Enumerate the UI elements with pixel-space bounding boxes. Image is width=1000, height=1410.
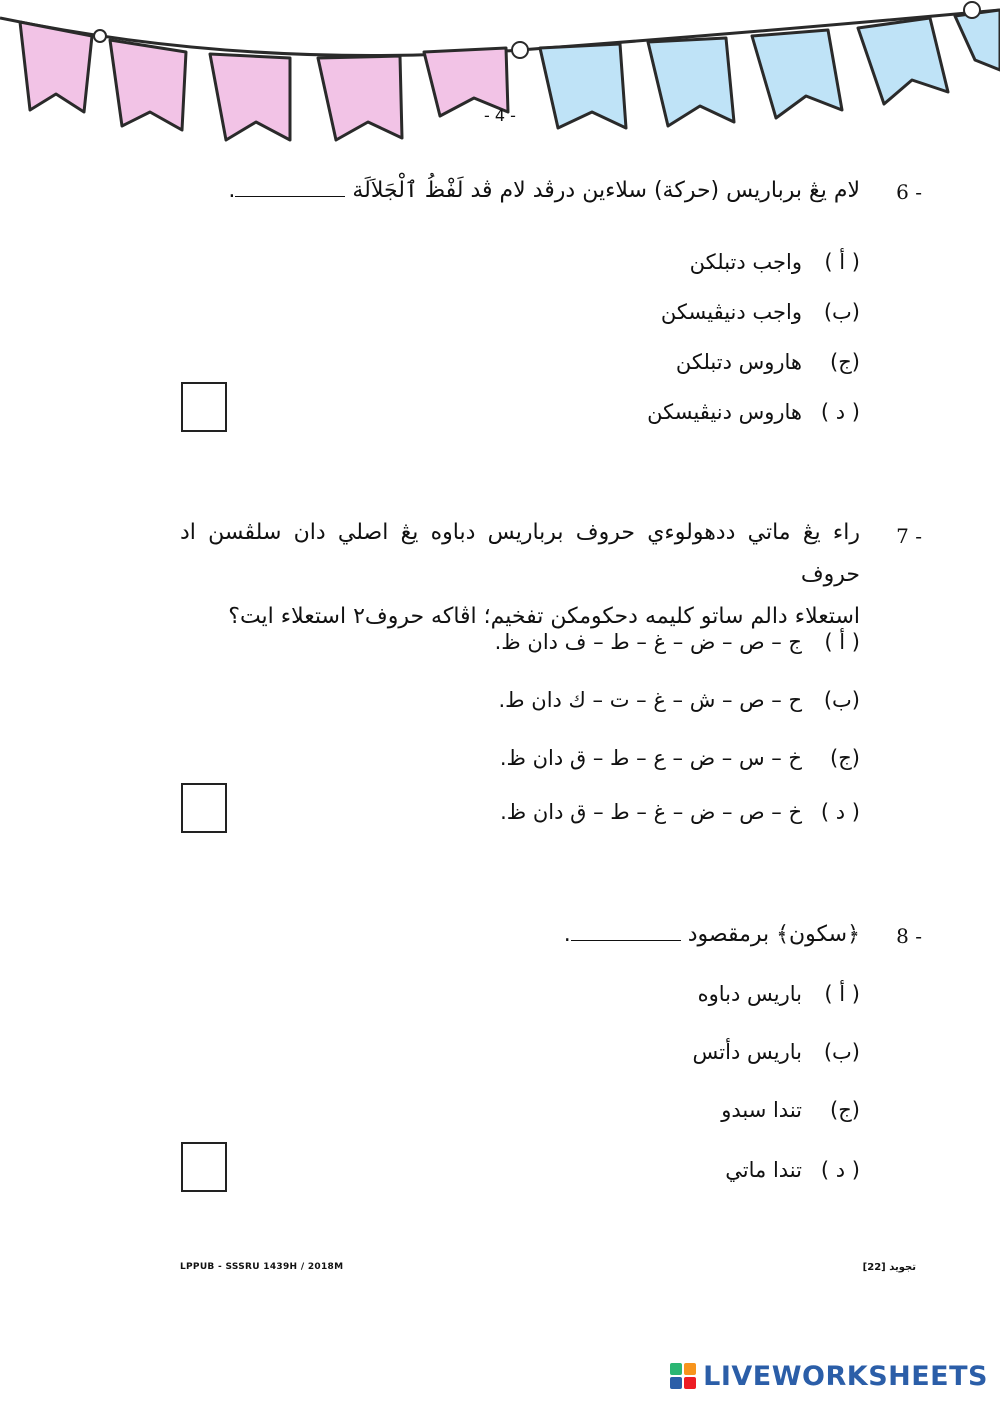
option-label: (ج) xyxy=(830,746,860,770)
option-text: ح – ص – ش – غ – ت – ك دان ط. xyxy=(498,688,802,712)
option-text: ج – ص – ض – غ – ط – ف دان ظ. xyxy=(494,630,802,654)
brand-name: LIVEWORKSHEETS xyxy=(703,1361,988,1392)
question-8-suffix: . xyxy=(563,922,571,947)
option-label: ( د ) xyxy=(820,400,860,424)
bunting-bow xyxy=(964,2,980,18)
option-text: خ – س – ض – ع – ط – ق دان ظ. xyxy=(499,746,802,770)
question-6-suffix: . xyxy=(228,178,236,203)
question-6-blank xyxy=(235,178,345,197)
question-7-text xyxy=(180,512,860,638)
question-8-option-a xyxy=(698,982,860,1006)
question-6-text xyxy=(228,170,860,212)
bunting-flag xyxy=(210,54,290,140)
option-label: (ب) xyxy=(823,300,860,324)
liveworksheets-brand[interactable] xyxy=(669,1361,988,1392)
footer-subject: تجويد [22] xyxy=(862,1262,916,1273)
bunting-bow xyxy=(512,42,528,58)
option-label: (ج) xyxy=(830,350,860,374)
option-text: باريس دأتس xyxy=(692,1040,802,1064)
question-7-option-c xyxy=(500,746,860,770)
question-7-answer-box[interactable] xyxy=(181,783,227,833)
question-6-option-c xyxy=(676,350,860,374)
question-6-option-b xyxy=(661,300,860,324)
question-7-number: 7 - xyxy=(896,524,922,548)
option-label: ( د ) xyxy=(820,1158,860,1182)
option-label: (ج) xyxy=(830,1098,860,1122)
bunting-flag xyxy=(318,56,402,140)
option-text: تندا ماتي xyxy=(725,1158,802,1182)
question-6-number: 6 - xyxy=(896,180,922,204)
question-8-option-d xyxy=(725,1158,860,1182)
footer-exam-code: LPPUB - SSSRU 1439H / 2018M xyxy=(180,1262,344,1272)
question-8-answer-box[interactable] xyxy=(181,1142,227,1192)
question-6-option-d xyxy=(647,400,860,424)
option-label: (ب) xyxy=(823,688,860,712)
option-label: ( أ ) xyxy=(824,630,860,654)
question-7-line-1: راء يڠ ماتي ددهولوءي حروف برباريس دباوه يڠ اصلي دان سلڤسن اد حروف xyxy=(180,520,860,587)
question-8-blank xyxy=(571,922,681,941)
option-text: واجب دتبلكن xyxy=(689,250,802,274)
question-8-stem: ﴿سكون﴾ برمقصود xyxy=(687,922,860,947)
question-8-option-b xyxy=(693,1040,860,1064)
liveworksheets-logo-icon xyxy=(669,1362,699,1392)
option-text: واجب دنيڤيسكن xyxy=(660,300,802,324)
question-8-text xyxy=(564,914,860,956)
question-8-option-c xyxy=(721,1098,860,1122)
bunting-flag xyxy=(858,18,948,104)
page-number: - 4 - xyxy=(484,106,516,125)
bunting-banner xyxy=(0,0,1000,160)
option-label: ( أ ) xyxy=(824,250,860,274)
bunting-flag xyxy=(955,10,1000,70)
option-label: ( أ ) xyxy=(824,982,860,1006)
option-text: خ – ص – ض – غ – ط – ق دان ظ. xyxy=(500,800,802,824)
question-7-line-2: استعلاء دالم ساتو كليمه دحكومكن تفخيم؛ اڤاكه حروف٢ استعلاء ايت؟ xyxy=(228,604,860,629)
bunting-bow xyxy=(94,30,106,42)
option-label: (ب) xyxy=(823,1040,860,1064)
option-label: ( د ) xyxy=(820,800,860,824)
question-7-option-b xyxy=(499,688,861,712)
option-text: هاروس دتبلكن xyxy=(675,350,802,374)
question-8-number: 8 - xyxy=(896,924,922,948)
question-6-answer-box[interactable] xyxy=(181,382,227,432)
bunting-flag xyxy=(20,22,92,112)
question-7-option-d xyxy=(500,800,860,824)
question-6-option-a xyxy=(690,250,860,274)
option-text: باريس دباوه xyxy=(697,982,802,1006)
question-6-stem: لام يڠ برباريس (حركة) سلاءين درڤد لام ڤد لَفْظُ ٱلْجَلاَلَة xyxy=(352,178,860,203)
option-text: تندا سبدو xyxy=(721,1098,802,1122)
bunting-flag xyxy=(752,30,842,118)
option-text: هاروس دنيڤيسكن xyxy=(647,400,802,424)
question-7-option-a xyxy=(495,630,860,654)
